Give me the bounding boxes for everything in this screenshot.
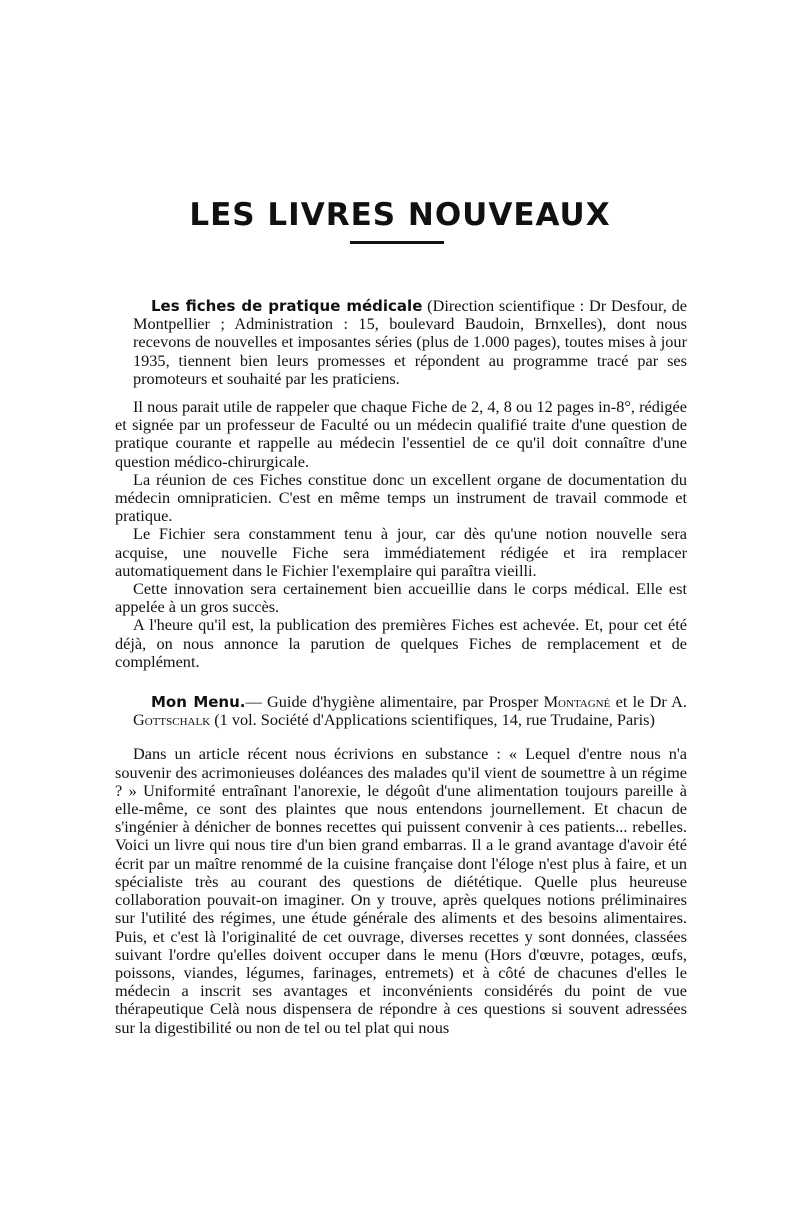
review-paragraph: La réunion de ces Fiches constitue donc un excellent organe de documentation du médecin omnipraticien. C'est en même temps un instrument de travail commode et pratique. [115,469,687,526]
review-header-part: et le Dr A. [610,692,688,712]
page-title: LES LIVRES NOUVEAUX [189,197,611,233]
author-name: Montagné [543,692,611,712]
review-header-part: — Guide d'hygiène alimentaire, par Prosper [245,692,544,712]
review-paragraph: A l'heure qu'il est, la publication des premières Fiches est achevée. Et, pour cet été déjà, on nous annonce la parution de quelques Fiches de remplacement et de complément. [115,615,687,671]
review-header-details: (Direction scientifique : Dr Desfour, de Montpellier ; Administration : 15, boulevard Baudoin, Brnxelles), dont nous recevons de nouvelles et imposantes séries (plus de 1.000 pages), toutes mises à jour 1935, tiennent bien leurs promesses et répondent au programme tracé par ses promoteurs et souhaité par les praticiens. [133,296,688,388]
review-paragraph: Il nous parait utile de rappeler que chaque Fiche de 2, 4, 8 ou 12 pages in-8°, rédigée et signée par un professeur de Faculté ou un médecin qualifié traite d'une question de pratique courante et rappelle au médecin l'essentiel de ce qu'il doit connaître d'une question médico-chirurgicale. [115,397,687,471]
title-rule [350,241,444,244]
review-header-part: (1 vol. Société d'Applications scientifiques, 14, rue Trudaine, Paris) [210,710,655,730]
review-header [115,693,687,729]
article-body [115,297,687,1037]
review-fiches [115,297,687,671]
review-paragraph: Cette innovation sera certainement bien accueillie dans le corps médical. Elle est appelée à un gros succès. [115,579,687,617]
review-header [115,297,687,388]
author-name: Gottschalk [133,710,211,730]
review-title: Mon Menu. [151,693,246,712]
review-title: Les fiches de pratique médicale [151,297,423,315]
review-paragraph: Dans un article récent nous écrivions en substance : « Lequel d'entre nous n'a souvenir des acrimonieuses doléances des malades qu'il vient de soumettre à un régime ? » Uniformité entraînant l'anorexie, le dégoût d'une alimentation toujours pareille à elle-même, ce sont des plaintes que nous entendons journellement. Et chacun de s'ingénier à dénicher de bonnes recettes qui puissent convenir à ces patients... rebelles. Voici un livre qui nous tire d'un bien grand embarras. Il a le grand avantage d'avoir été écrit par un maître renommé de la cuisine française dont l'éloge n'est plus à faire, et un spécialiste très au courant des questions de diététique. Quelle plus heureuse collaboration pouvait-on imaginer. On y trouve, après quelques notions préliminaires sur l'utilité des régimes, une étude générale des aliments et des besoins alimentaires. Puis, et c'est là l'originalité de cet ouvrage, diverses recettes y sont données, classées suivant l'ordre qu'elles doivent occuper dans le menu (Hors d'œuvre, potages, œufs, poissons, viandes, légumes, farinages, entremets) et à côté de chacunes d'elles le médecin a inscrit ses avantages et inconvénients considérés du point de vue thérapeutique Celà nous dispensera de répondre à ces questions si souvent adressées sur la digestibilité ou non de tel ou tel plat qui nous [115,744,687,1037]
review-mon-menu [115,693,687,1037]
review-paragraph: Le Fichier sera constamment tenu à jour, car dès qu'une notion nouvelle sera acquise, une nouvelle Fiche sera immédiatement rédigée et ira remplacer automatiquement dans le Fichier l'exemplaire qui paraîtra vieilli. [115,524,687,580]
